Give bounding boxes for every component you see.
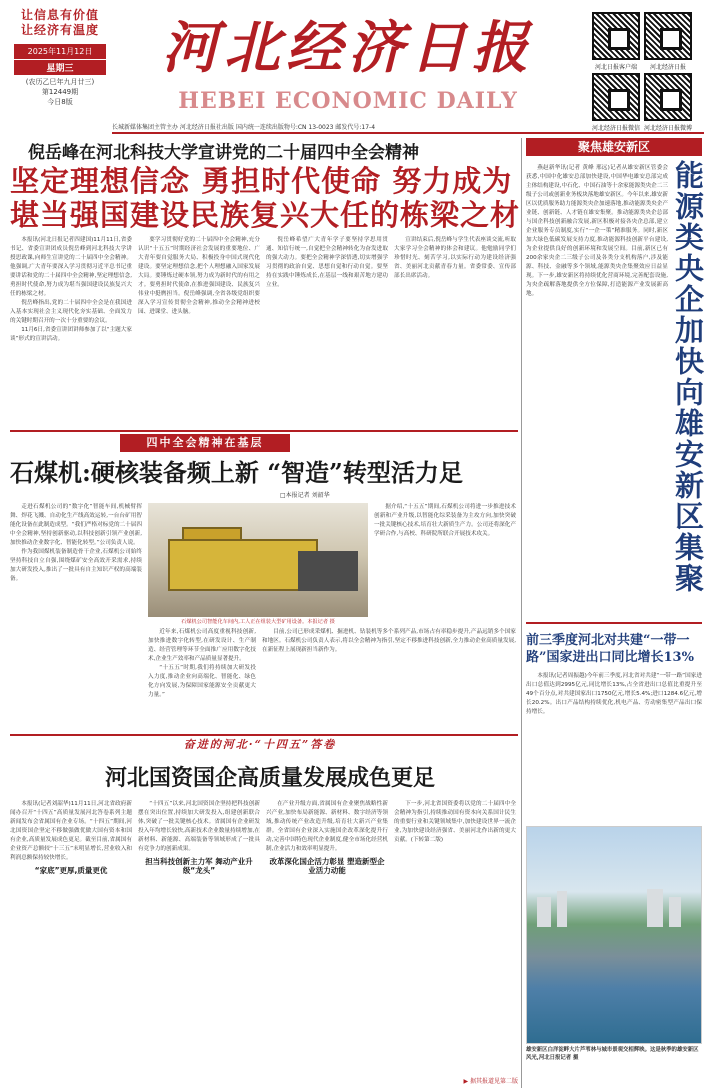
- paragraph: 倪岳峰指出,党的二十届四中全会是在我国进入基本实现社会主义现代化夯实基础、全面发力的关键时期召开的一次十分重要的会议。: [10, 300, 132, 324]
- main-title-line2: 堪当强国建设民族复兴大任的栋梁之材: [10, 198, 521, 232]
- paragraph: “十四五”以来,河北国资国企坚持把科技创新摆在突出位置,持续加大研发投入,组建创新联合体,突破了一批关键核心技术。省属国有企业研发投入年均增长较快,高新技术企业数量持续增加,在新材料、新能源、高端装备等领域形成了一批具有竞争力的创新成果。: [138, 801, 260, 852]
- main-story-title[interactable]: [10, 164, 520, 232]
- qr-code-icon[interactable]: [592, 12, 640, 60]
- main-story-column: [394, 236, 516, 428]
- slogan-line1: 让信息有价值: [20, 8, 99, 22]
- section3-subhead: “家底”更厚,质量更优: [34, 866, 108, 875]
- qr-code-icon[interactable]: [644, 73, 692, 121]
- paragraph: “十五五”时期,我们将持续加大研发投入力度,推动企业向高端化、智能化、绿色化方向发展,为保障国家能源安全贡献更大力量。”: [148, 665, 256, 698]
- section2-byline: □本报记者 刘韶华: [280, 492, 330, 499]
- paragraph: 在产业升级方面,省属国有企业聚焦战略性新兴产业,加快布局新能源、新材料、数字经济等领域,推动传统产业改造升级,培育壮大新兴产业集群。全省国有企业深入实施国企改革深化提升行动,完善中国特色现代企业制度,健全市场化经营机制,企业活力和效率明显提升。: [266, 801, 388, 852]
- mining-photo-caption: 石煤机公司智能化车间内,工人正在组装大型矿用设备。本报记者 摄: [181, 619, 335, 625]
- paragraph: 作为我国煤机装备制造骨干企业,石煤机公司始终坚持科技自立自强,围绕煤矿安全高效开采需求,持续加大研发投入,推出了一批具有自主知识产权的高端装备。: [10, 549, 142, 582]
- paragraph: 走进石煤机公司的“数字化”智能车间,机械臂挥舞、焊花飞溅、自动化生产线高效运转,一台台矿用智能化设备在此制造成型。“我们严格对标党的二十届四中全会精神,坚持创新驱动,以科技创新引领产业创新,加快推动企业数字化、智能化转型。”公司负责人说。: [10, 504, 142, 546]
- qr-label: 河北经济日报微博: [643, 125, 692, 132]
- section3-title[interactable]: 河北国资国企高质量发展成色更足: [104, 765, 435, 791]
- paragraph: 下一步,河北省国资委将以党的二十届四中全会精神为指引,持续推动国有资本向关系国计民生的重要行业和关键领域集中,加快建设世界一流企业,为加快建设经济强省、美丽河北作出新的更大贡献。(下转第二版): [394, 801, 516, 843]
- section3-column: [10, 800, 132, 1086]
- newspaper-masthead: [112, 8, 584, 126]
- jump-link[interactable]: ▶ 据其报道见第二版: [463, 1078, 518, 1085]
- qr-label: 河北经济日报: [649, 64, 686, 71]
- section2-title[interactable]: 石煤机:硬核装备频上新 “智造”转型活力足: [10, 458, 463, 487]
- paragraph: 宣讲结束后,倪岳峰与学生代表座谈交流,听取大家学习全会精神的体会和建议。他勉励同学们珍惜时光、刻苦学习,以实际行动为建设经济强省、美丽河北贡献青春力量。省委常委、宣传部部长出席活动。: [394, 237, 516, 279]
- building-shape: [669, 897, 681, 927]
- main-title-line1: 坚定理想信念 勇担时代使命 努力成为: [10, 164, 513, 198]
- section2-column: [10, 503, 142, 731]
- divider: [526, 622, 702, 624]
- slogan: [14, 8, 106, 38]
- belt-road-story-title[interactable]: 前三季度河北对共建“一带一路”国家进出口同比增长13%: [526, 633, 694, 665]
- paragraph: 本报讯(记者刘韶华)11月11日,河北省政府新闻办召开“十四五”高质量发展河北答卷系列主题新闻发布会省属国有企业专场。“十四五”期间,河北国资国企坚定不移做强做优做大国有资本和国有企业,高质量发展成色更足。截至目前,省属国有企业资产总额较“十三五”末明显增长,营业收入和利润总额保持较快增长。: [10, 801, 132, 861]
- paragraph: 本报讯(记者周振越)今年前三季度,河北省对共建“一带一路”国家进出口总值达到2995亿元,同比增长13%,占全省进出口总值比重提升至49个百分点,对共建国家出口1750亿元,增长5.4%;进口1284.6亿元,增长20.2%。出口产品结构持续优化,机电产品、劳动密集型产品出口保持增长。: [526, 673, 702, 715]
- paragraph: 要学习贯彻好党的二十届四中全会精神,充分认识“十五五”时期经济社会发展的重要地位、广大青年要自觉服务大局、积极投身中国式现代化建设。要坚定理想信念,把个人理想融入国家发展大局。要锤炼过硬本领,努力成为新时代的有用之才。要勇担时代使命,在推进强国建设、民族复兴伟业中挺膺担当。倪岳峰强调,全省各级党组织要深入学习宣传贯彻全会精神,推动全会精神进校园、进课堂、进头脑。: [138, 237, 260, 315]
- qr-label: 河北经济日报微信: [591, 125, 640, 132]
- paragraph: 本报讯(河北日报记者四建国)11月11日,省委书记、省委宣讲团成员倪岳峰到河北科技大学讲授思政课,向师生宣讲党的二十届四中全会精神。他强调,广大青年要深入学习贯彻习近平总书记重要讲话和党的二十届四中全会精神,坚定理想信念,勇担时代使命,努力成为堪当强国建设民族复兴大任的栋梁之材。: [10, 237, 132, 297]
- caption-text: 雄安新区白洋淀畔大片芦苇林与城市景观交相辉映。这是秋季的雄安新区风光,河北日报记者 摄: [526, 1047, 699, 1061]
- paragraph: 近年来,石煤机公司高度重视科技创新,加快推进数字化转型,在研发设计、生产制造、经营管理等环节全面推广应用数字化技术,企业生产效率和产品质量显著提升。: [148, 629, 256, 662]
- paragraph: 倪岳峰希望广大青年学子要坚持学思用贯通、知信行统一,自觉把全会精神转化为奋发进取的强大动力。要把全会精神学深悟透,切实增强学习贯彻的政治自觉、思想自觉和行动自觉。要坚持在实践中锤炼成长,在基层一线和艰苦地方建功立业。: [266, 237, 388, 288]
- section-banner-14th-plan: 奋进的河北·“十四五”答卷: [183, 738, 337, 751]
- main-story-column: [138, 236, 260, 428]
- main-story-column: [266, 236, 388, 428]
- section3-column: [138, 800, 260, 1086]
- column-divider: [521, 138, 522, 1088]
- section3-subhead: 担当科技创新主力军 舞动产业升级“龙头”: [145, 857, 253, 875]
- weekday: 星期三: [14, 59, 106, 75]
- machine-shape: [168, 539, 318, 591]
- page-count: 今日8版: [47, 98, 73, 106]
- slogan-line2: 让经济有温度: [20, 23, 99, 37]
- section3-subhead: 改革深化国企活力彰显 塑造新型企业活力动能: [269, 857, 385, 875]
- divider: [10, 430, 518, 432]
- paragraph: 据介绍,“十五五”期间,石煤机公司将进一步推进技术创新和产业升级,以智能化综采装备为主攻方向,加快突破一批关键核心技术,培育壮大新质生产力。公司还将深化产学研合作,与高校、科研院所联合开展技术攻关。: [374, 504, 516, 537]
- qr-label: 河北日报客户端: [594, 64, 637, 71]
- qr-code-icon[interactable]: [592, 73, 640, 121]
- main-story-column: [10, 236, 132, 428]
- xiongan-photo-caption: [526, 1046, 702, 1086]
- section2-column: [374, 503, 516, 623]
- section-label-xiongan: 聚焦雄安新区: [526, 138, 702, 156]
- building-shape: [557, 891, 567, 927]
- paragraph: 11月6日,省委宣讲团讲师参加了以“主题大家谈”形式的宣讲活动。: [10, 327, 132, 342]
- qr-code-icon[interactable]: [644, 12, 692, 60]
- xiongan-story-body: [526, 164, 668, 604]
- xiongan-story-title[interactable]: 能源类央企加快向雄安新区集聚: [671, 160, 705, 594]
- section2-column: [262, 628, 516, 732]
- qr-code-area: [590, 10, 700, 132]
- masthead-title-en: HEBEI ECONOMIC DAILY: [178, 88, 518, 114]
- publication-info-bar: 长城新媒体集团主管主办 河北经济日报社出版 国内统一连续出版物号:CN 13-0023 邮发代号:17-4: [112, 122, 704, 134]
- belt-road-story-body: [526, 672, 702, 820]
- xiongan-photo[interactable]: [526, 826, 702, 1044]
- issue-date: 2025年11月12日: [14, 44, 106, 59]
- paragraph: 目前,公司已形成采煤机、掘进机、钻装机等多个系列产品,市场占有率稳步提升,产品远销多个国家和地区。石煤机公司负责人表示,将以全会精神为指引,坚定不移推进科技创新,全力推动企业高质量发展,在新征程上展现新担当新作为。: [262, 629, 516, 653]
- paragraph: 燕赵新华讯(记者 黄峰 邢远)记者从雄安新区管委会获悉,中国中化雄安总部加快建设,中国华电雄安总部完成主体结构建设,中石化、中国石油等十余家能源类央企二三级子公司或创新业务板块落地雄安新区。今年以来,雄安新区以优质服务助力能源类央企加速落地,推动能源类央企产业链、创新链、人才链在雄安集聚。推动能源类央企总部与国企科技创新融合发展,新区积极对接各央企总部,建立企业服务专员制度,实行“一企一策”精准服务。同时,新区加大绿色低碳发展支持力度,推动能源科技创新平台建设,为企业提供良好的创新环境和发展空间。目前,新区已有200余家央企二三级子公司及各类分支机构落户,涉及能源、科技、金融等多个领域,能源类央企集聚效应日益显现。下一步,雄安新区将持续优化营商环境,完善配套设施,为央企疏解落地提供全方位保障,打造能源产业发展新高地。: [526, 165, 668, 297]
- section-banner-plenary: 四中全会精神在基层: [120, 434, 290, 452]
- section3-column: [394, 800, 516, 1074]
- issue-number: 第12449期: [41, 88, 79, 96]
- mining-equipment-photo[interactable]: [148, 503, 368, 617]
- main-story-subtitle: 倪岳峰在河北科技大学宣讲党的二十届四中全会精神: [28, 143, 419, 163]
- lunar-date: (农历乙巳年九月廿三): [25, 78, 95, 86]
- building-shape: [647, 889, 663, 927]
- date-box: [14, 44, 106, 107]
- masthead-left: [14, 8, 106, 107]
- building-shape: [537, 897, 551, 927]
- section2-column: [148, 628, 256, 732]
- masthead-title-cn: 河北经济日报: [162, 15, 534, 81]
- section3-column: [266, 800, 388, 1086]
- machine-shape: [298, 551, 358, 591]
